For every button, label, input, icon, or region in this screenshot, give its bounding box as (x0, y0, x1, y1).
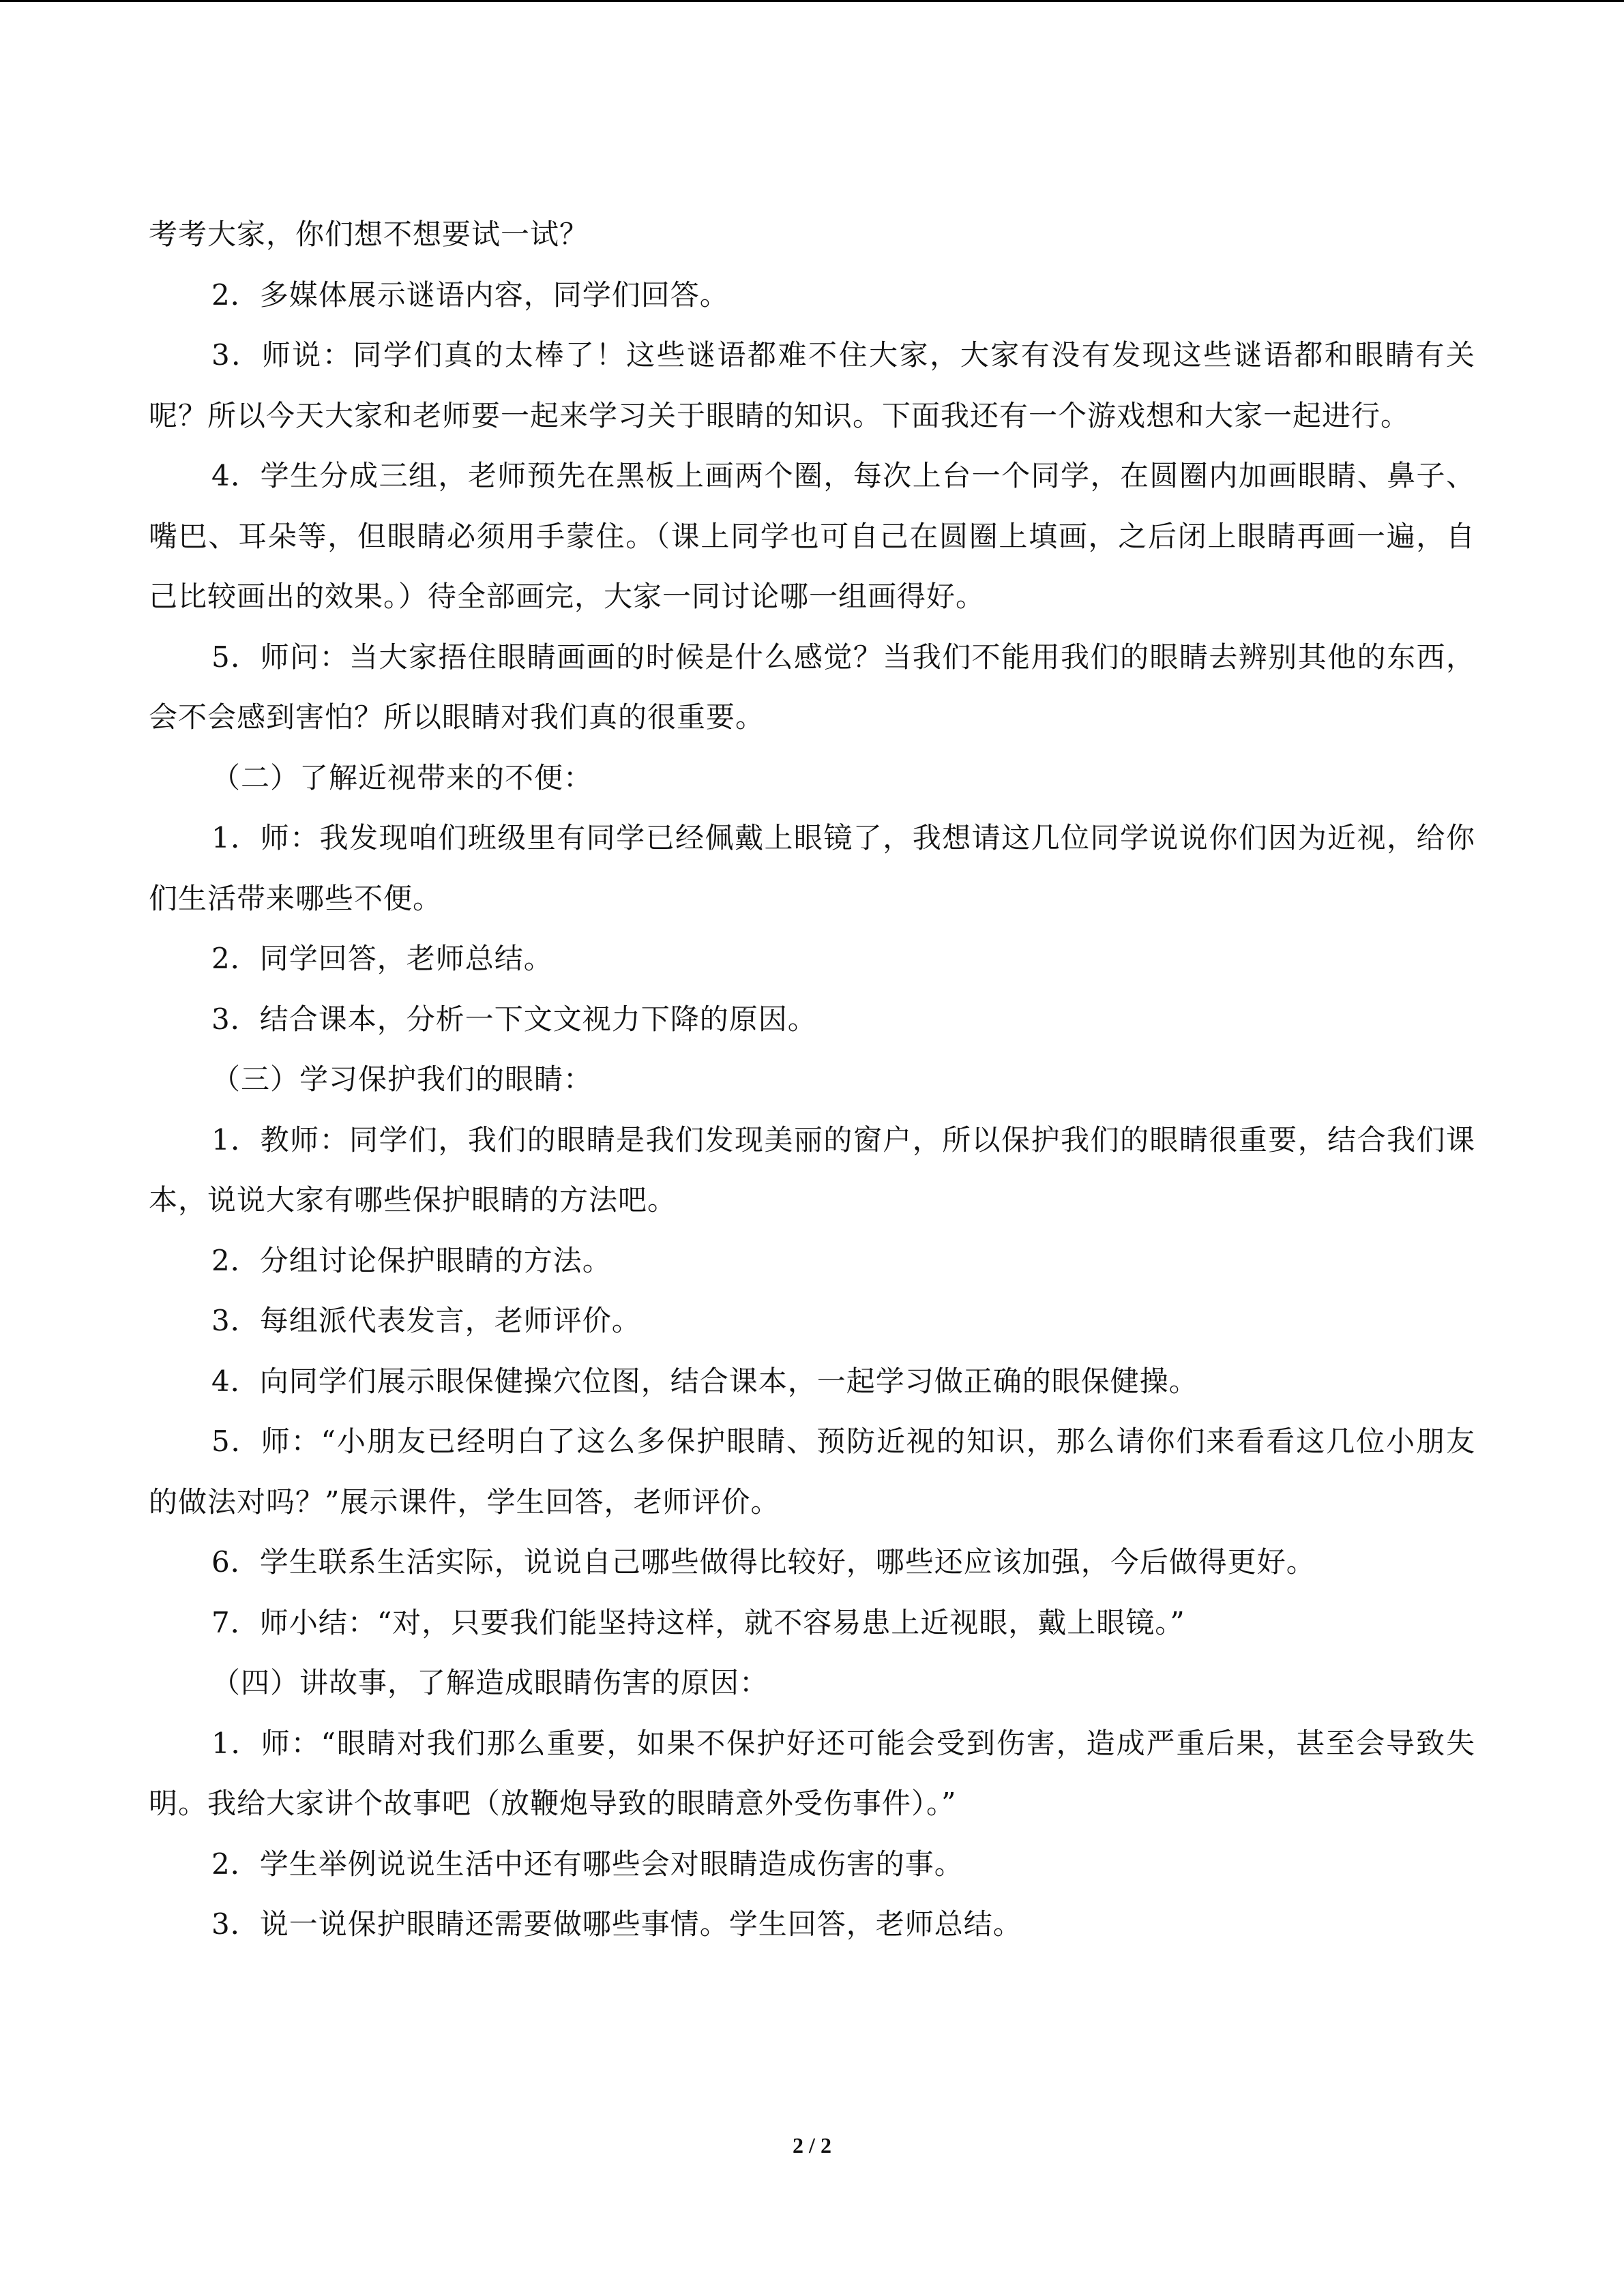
section-heading: （四）讲故事，了解造成眼睛伤害的原因： (211, 1666, 769, 1699)
paragraph: 6．学生联系生活实际，说说自己哪些做得比较好，哪些还应该加强，今后做得更好。 (211, 1545, 1316, 1579)
paragraph: 2．学生举例说说生活中还有哪些会对眼睛造成伤害的事。 (211, 1847, 964, 1881)
paragraph: 1．师：我发现咱们班级里有同学已经佩戴上眼镜了，我想请这几位同学说说你们因为近视，给你们生活带来哪些不便。 (149, 821, 1475, 915)
paragraph: 3．每组派代表发言，老师评价。 (211, 1304, 641, 1337)
paragraph: 3．结合课本，分析一下文文视力下降的原因。 (211, 1002, 817, 1036)
page-number: 2 / 2 (793, 2133, 831, 2158)
paragraph: 5．师：“小朋友已经明白了这么多保护眼睛、预防近视的知识，那么请你们来看看这几位小朋友的做法对吗？”展示课件，学生回答，老师评价。 (149, 1425, 1475, 1519)
paragraph: 3．说一说保护眼睛还需要做哪些事情。学生回答，老师总结。 (211, 1907, 1022, 1941)
paragraph: 考考大家，你们想不想要试一试？ (149, 218, 589, 251)
paragraph: 1．教师：同学们，我们的眼睛是我们发现美丽的窗户，所以保护我们的眼睛很重要，结合我们课本，说说大家有哪些保护眼睛的方法吧。 (149, 1122, 1475, 1217)
paragraph: 7．师小结：“对，只要我们能坚持这样，就不容易患上近视眼，戴上眼镜。” (211, 1605, 1185, 1639)
paragraph: 5．师问：当大家捂住眼睛画画的时候是什么感觉？当我们不能用我们的眼睛去辨别其他的东西，会不会感到害怕？所以眼睛对我们真的很重要。 (149, 640, 1475, 734)
page-top-border (0, 0, 1624, 2)
section-heading: （二）了解近视带来的不便： (211, 760, 593, 794)
paragraph: 3．师说：同学们真的太棒了！这些谜语都难不住大家，大家有没有发现这些谜语都和眼睛有关呢？所以今天大家和老师要一起来学习关于眼睛的知识。下面我还有一个游戏想和大家一起进行。 (149, 338, 1475, 432)
document-body (149, 205, 1475, 1955)
paragraph: 4．学生分成三组，老师预先在黑板上画两个圈，每次上台一个同学，在圆圈内加画眼睛、鼻子、嘴巴、耳朵等，但眼睛必须用手蒙住。（课上同学也可自己在圆圈上填画，之后闭上眼睛再画一遍，自己比较画出的效果。）待全部画完，大家一同讨论哪一组画得好。 (149, 459, 1475, 613)
paragraph: 4．向同学们展示眼保健操穴位图，结合课本，一起学习做正确的眼保健操。 (211, 1364, 1198, 1398)
paragraph: 2．分组讨论保护眼睛的方法。 (211, 1243, 612, 1277)
paragraph: 2．多媒体展示谜语内容，同学们回答。 (211, 278, 729, 312)
section-heading: （三）学习保护我们的眼睛： (211, 1062, 593, 1096)
paragraph: 2．同学回答，老师总结。 (211, 942, 553, 975)
paragraph: 1．师：“眼睛对我们那么重要，如果不保护好还可能会受到伤害，造成严重后果，甚至会导致失明。我给大家讲个故事吧（放鞭炮导致的眼睛意外受伤事件）。” (149, 1726, 1475, 1820)
